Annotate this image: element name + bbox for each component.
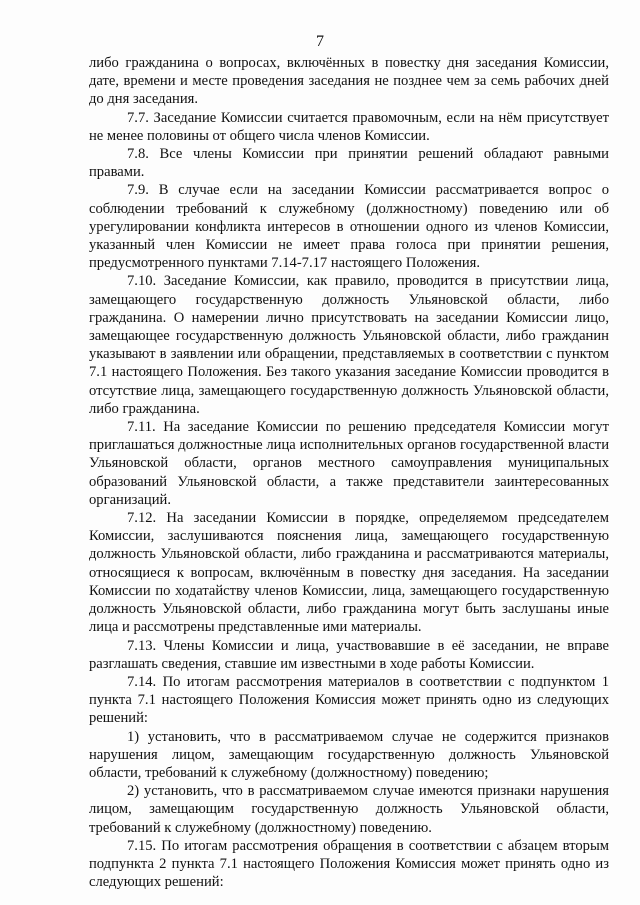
paragraph-7-12: 7.12. На заседании Комиссии в порядке, определяемом председателем Комиссии, заслушиваются пояснения лица, замещающего государственную должность Ульяновской области, либо гражданина и рассматриваются материалы, относящиеся к вопросам, включённым в повестку дня заседания. На заседании Комиссии по ходатайству членов Комиссии, лица, замещающего государственную должность Ульяновской области, либо гражданина могут быть заслушаны иные лица и рассмотрены представленные ими материалы.	[89, 510, 609, 636]
document-body	[89, 54, 609, 891]
paragraph-7-15: 7.15. По итогам рассмотрения обращения в соответствии с абзацем вторым подпункта 2 пункта 7.1 настоящего Положения Комиссия может принять одно из следующих решений:	[89, 837, 609, 891]
paragraph-7-13: 7.13. Члены Комиссии и лица, участвовавшие в её заседании, не вправе разглашать сведения, ставшие им известными в ходе работы Комиссии.	[89, 637, 609, 672]
paragraph-7-9: 7.9. В случае если на заседании Комиссии рассматривается вопрос о соблюдении требований к служебному (должностному) поведению или об урегулировании конфликта интересов в отношении одного из членов Комиссии, указанный член Комиссии не имеет права голоса при принятии решения, предусмотренного пунктами 7.14-7.17 настоящего Положения.	[89, 182, 609, 272]
page-number: 7	[316, 33, 324, 50]
paragraph-7-14-item-2: 2) установить, что в рассматриваемом случае имеются признаки нарушения лицом, замещающим государственную должность Ульяновской области, требований к служебному (должностному) поведению.	[89, 783, 609, 836]
paragraph-7-14-item-1: 1) установить, что в рассматриваемом случае не содержится признаков нарушения лицом, замещающим государственную должность Ульяновской области, требований к служебному (должностному) поведению;	[89, 728, 609, 781]
paragraph-7-10: 7.10. Заседание Комиссии, как правило, проводится в присутствии лица, замещающего государственную должность Ульяновской области, либо гражданина. О намерении лично присутствовать на заседании Комиссии лицо, замещающее государственную должность Ульяновской области, либо гражданин указывают в заявлении или обращении, представляемых в соответствии с пунктом 7.1 настоящего Положения. Без такого указания заседание Комиссии проводится в отсутствие лица, замещающего государственную должность Ульяновской области, либо гражданина.	[89, 273, 609, 417]
paragraph-continuation: либо гражданина о вопросах, включённых в повестку дня заседания Комиссии, дате, времени и месте проведения заседания не позднее чем за семь рабочих дней до дня заседания.	[89, 55, 609, 108]
paragraph-7-14: 7.14. По итогам рассмотрения материалов в соответствии с подпунктом 1 пункта 7.1 настоящего Положения Комиссия может принять одно из следующих решений:	[89, 673, 609, 727]
paragraph-7-11: 7.11. На заседание Комиссии по решению председателя Комиссии могут приглашаться должностные лица исполнительных органов государственной власти Ульяновской области, органов местного самоуправления муниципальных образований Ульяновской области, а также представители заинтересованных организаций.	[89, 419, 609, 508]
paragraph-7-7: 7.7. Заседание Комиссии считается правомочным, если на нём присутствует не менее половины от общего числа членов Комиссии.	[89, 109, 609, 144]
paragraph-7-8: 7.8. Все члены Комиссии при принятии решений обладают равными правами.	[89, 146, 609, 181]
